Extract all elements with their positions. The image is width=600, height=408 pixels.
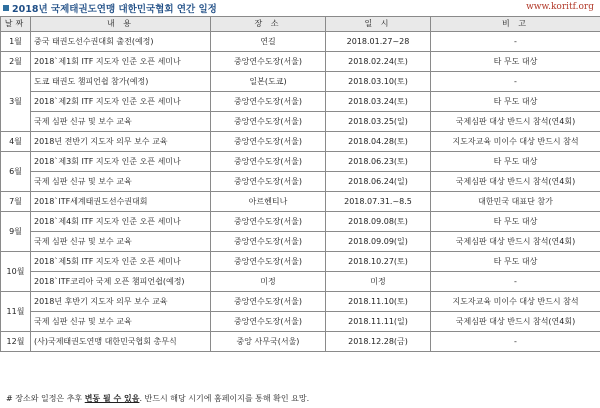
event-note: 국제심판 대상 반드시 참석(연4회) bbox=[431, 112, 600, 132]
event-note: - bbox=[431, 272, 600, 292]
event-date: 2018.03.10(토) bbox=[326, 72, 431, 92]
event-place: 중앙연수도장(서울) bbox=[211, 152, 326, 172]
event-content: 국제 심판 신규 및 보수 교육 bbox=[31, 232, 211, 252]
event-note: 대한민국 대표단 참가 bbox=[431, 192, 600, 212]
event-date: 2018.03.24(토) bbox=[326, 92, 431, 112]
event-note: - bbox=[431, 332, 600, 352]
table-row bbox=[1, 292, 600, 312]
event-note: - bbox=[431, 72, 600, 92]
month-cell: 10월 bbox=[1, 252, 31, 292]
header-date: 날짜 bbox=[1, 17, 31, 32]
event-date: 2018.11.11(일) bbox=[326, 312, 431, 332]
event-date: 2018.10.27(토) bbox=[326, 252, 431, 272]
table-row bbox=[1, 172, 600, 192]
event-place: 일본(도쿄) bbox=[211, 72, 326, 92]
event-note: 타 무도 대상 bbox=[431, 212, 600, 232]
event-content: 국제 심판 신규 및 보수 교육 bbox=[31, 312, 211, 332]
event-date: 2018.12.28(금) bbox=[326, 332, 431, 352]
event-date: 2018.11.10(토) bbox=[326, 292, 431, 312]
event-note: - bbox=[431, 32, 600, 52]
event-content: (사)국제태권도연맹 대한민국협회 총무식 bbox=[31, 332, 211, 352]
table-row bbox=[1, 132, 600, 152]
website-link[interactable]: www.koritf.org bbox=[526, 2, 594, 12]
event-note: 타 무도 대상 bbox=[431, 92, 600, 112]
month-cell: 1월 bbox=[1, 32, 31, 52]
event-place: 중앙연수도장(서울) bbox=[211, 312, 326, 332]
event-note: 국제심판 대상 반드시 참석(연4회) bbox=[431, 232, 600, 252]
event-content: 2018`제5회 ITF 지도자 인준 오픈 세미나 bbox=[31, 252, 211, 272]
month-cell: 9월 bbox=[1, 212, 31, 252]
event-place: 중앙연수도장(서울) bbox=[211, 92, 326, 112]
month-cell: 6월 bbox=[1, 152, 31, 192]
event-date: 미정 bbox=[326, 272, 431, 292]
event-place: 중앙연수도장(서울) bbox=[211, 232, 326, 252]
footer-note bbox=[6, 393, 309, 404]
table-row bbox=[1, 192, 600, 212]
event-date: 2018.03.25(일) bbox=[326, 112, 431, 132]
footer-suffix: . 반드시 해당 시기에 홈페이지를 통해 확인 요망. bbox=[139, 394, 310, 403]
footer-prefix: # 장소와 일정은 추후 bbox=[6, 394, 85, 403]
event-note: 국제심판 대상 반드시 참석(연4회) bbox=[431, 172, 600, 192]
event-date: 2018.04.28(토) bbox=[326, 132, 431, 152]
page-header bbox=[0, 0, 600, 16]
table-row bbox=[1, 112, 600, 132]
event-date: 2018.02.24(토) bbox=[326, 52, 431, 72]
schedule-table bbox=[0, 16, 600, 352]
month-cell: 2월 bbox=[1, 52, 31, 72]
event-place: 중앙연수도장(서울) bbox=[211, 172, 326, 192]
table-row bbox=[1, 52, 600, 72]
schedule-body bbox=[1, 32, 600, 352]
month-cell: 3월 bbox=[1, 72, 31, 132]
event-content: 2018`ITF세계태권도선수권대회 bbox=[31, 192, 211, 212]
table-row bbox=[1, 32, 600, 52]
table-row bbox=[1, 92, 600, 112]
event-place: 중앙연수도장(서울) bbox=[211, 292, 326, 312]
month-cell: 7월 bbox=[1, 192, 31, 212]
table-row bbox=[1, 312, 600, 332]
event-content: 도쿄 태권도 챔피언쉽 참가(예정) bbox=[31, 72, 211, 92]
event-date: 2018.06.24(일) bbox=[326, 172, 431, 192]
event-place: 중앙 사무국(서울) bbox=[211, 332, 326, 352]
event-place: 미정 bbox=[211, 272, 326, 292]
event-place: 중앙연수도장(서울) bbox=[211, 212, 326, 232]
event-content: 2018년 후반기 지도자 의무 보수 교육 bbox=[31, 292, 211, 312]
page-title: 2018년 국제태권도연맹 대한민국협회 연간 일정 bbox=[12, 4, 217, 15]
event-date: 2018.07.31.~8.5 bbox=[326, 192, 431, 212]
event-content: 중국 태권도선수권대회 출전(예정) bbox=[31, 32, 211, 52]
month-cell: 11월 bbox=[1, 292, 31, 332]
month-cell: 4월 bbox=[1, 132, 31, 152]
event-place: 중앙연수도장(서울) bbox=[211, 112, 326, 132]
event-date: 2018.09.09(일) bbox=[326, 232, 431, 252]
bullet-square-icon bbox=[3, 5, 9, 11]
event-content: 2018`제3회 ITF 지도자 인준 오픈 세미나 bbox=[31, 152, 211, 172]
event-date: 2018.01.27~28 bbox=[326, 32, 431, 52]
header-content: 내 용 bbox=[31, 17, 211, 32]
event-place: 아르헨티나 bbox=[211, 192, 326, 212]
event-content: 2018`제1회 ITF 지도자 인준 오픈 세미나 bbox=[31, 52, 211, 72]
event-note: 타 무도 대상 bbox=[431, 152, 600, 172]
event-note: 지도자교육 미이수 대상 반드시 참석 bbox=[431, 292, 600, 312]
event-content: 국제 심판 신규 및 보수 교육 bbox=[31, 112, 211, 132]
header-datetime: 일 시 bbox=[326, 17, 431, 32]
table-header-row bbox=[1, 17, 600, 32]
event-content: 2018`제2회 ITF 지도자 인준 오픈 세미나 bbox=[31, 92, 211, 112]
event-place: 연길 bbox=[211, 32, 326, 52]
event-note: 지도자교육 미이수 대상 반드시 참석 bbox=[431, 132, 600, 152]
event-place: 중앙연수도장(서울) bbox=[211, 252, 326, 272]
event-content: 2018`ITF코리아 국제 오픈 챔피언쉽(예정) bbox=[31, 272, 211, 292]
table-row bbox=[1, 272, 600, 292]
event-note: 타 무도 대상 bbox=[431, 52, 600, 72]
header-note: 비 고 bbox=[431, 17, 600, 32]
event-note: 국제심판 대상 반드시 참석(연4회) bbox=[431, 312, 600, 332]
table-row bbox=[1, 232, 600, 252]
table-row bbox=[1, 152, 600, 172]
event-content: 2018`제4회 ITF 지도자 인준 오픈 세미나 bbox=[31, 212, 211, 232]
event-content: 국제 심판 신규 및 보수 교육 bbox=[31, 172, 211, 192]
event-content: 2018년 전반기 지도자 의무 보수 교육 bbox=[31, 132, 211, 152]
table-row bbox=[1, 212, 600, 232]
event-date: 2018.09.08(토) bbox=[326, 212, 431, 232]
table-row bbox=[1, 72, 600, 92]
event-place: 중앙연수도장(서울) bbox=[211, 132, 326, 152]
month-cell: 12월 bbox=[1, 332, 31, 352]
table-row bbox=[1, 252, 600, 272]
footer-emphasis: 변동 될 수 있음 bbox=[84, 394, 140, 403]
header-place: 장 소 bbox=[211, 17, 326, 32]
event-place: 중앙연수도장(서울) bbox=[211, 52, 326, 72]
table-row bbox=[1, 332, 600, 352]
event-date: 2018.06.23(토) bbox=[326, 152, 431, 172]
event-note: 타 무도 대상 bbox=[431, 252, 600, 272]
